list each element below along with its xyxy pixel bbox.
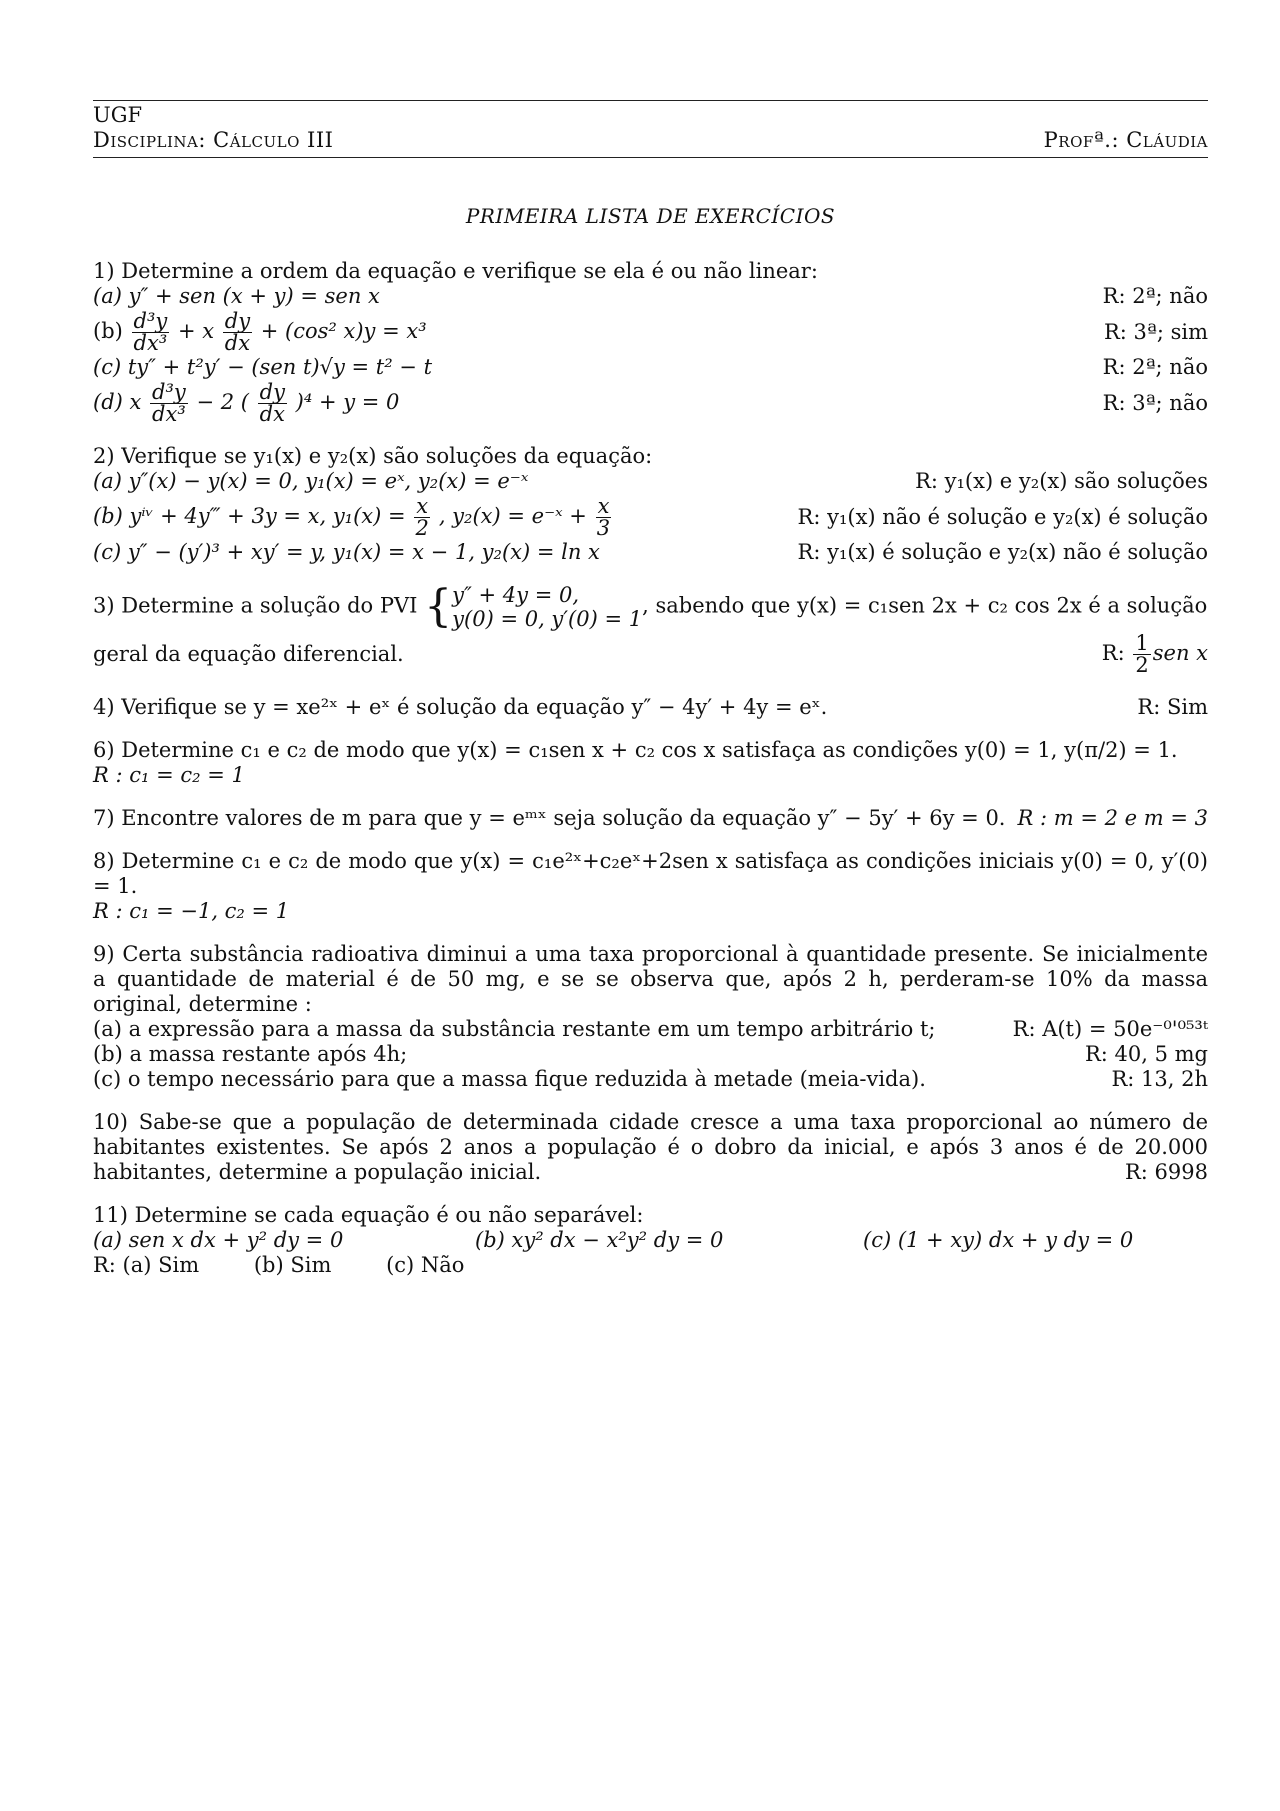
institution: UGF	[93, 103, 143, 127]
answer: R: 3ª; não	[1102, 390, 1208, 415]
fraction: $\frac{x}{3}$	[596, 493, 611, 540]
answer: R : m = 2 e m = 3	[1017, 806, 1208, 830]
exercise-1a	[93, 284, 1208, 309]
answer: R: 13, 2h	[1111, 1067, 1208, 1091]
fraction: $\frac{dy}{dx}$	[259, 379, 285, 426]
answer: R: A(t) = 50e⁻⁰'⁰⁵³ᵗ	[1012, 1017, 1208, 1041]
exercise-3-line-1: 3) Determine a solução do PVI { y″ + 4y = 0, y(0) = 0, y′(0) = 1 , sabendo que y(x) = c₁sen 2x + c₂ cos 2x é a solução	[93, 581, 1208, 632]
exercise-11-answers	[93, 1253, 1208, 1278]
answer: R: 6998	[1124, 1160, 1208, 1184]
equation: (d) x $\frac{\text{d³y}}{\text{dx³}}$ − 2 ( $\frac{dy}{dx}$ )⁴ + y = 0	[93, 379, 400, 426]
text: geral da equação diferencial.	[93, 641, 404, 666]
answer-c: (c) Não	[386, 1253, 465, 1277]
item-label: (b)	[93, 318, 123, 343]
exercise-3-line-2	[93, 631, 1208, 677]
exercise-11-prompt: 11) Determine se cada equação é ou não separável:	[93, 1203, 644, 1227]
equation: (a) y″ + sen (x + y) = sen x	[93, 284, 380, 308]
text: 4) Verifique se y = xe²ˣ + eˣ é solução da equação y″ − 4y′ + 4y = eˣ.	[93, 695, 828, 719]
answer: R: y₁(x) e y₂(x) são soluções	[915, 469, 1208, 493]
answer: R: 40, 5 mg	[1084, 1042, 1208, 1066]
equation: (b) $\frac{\text{d³y}}{\text{dx³}}$ + x $\frac{dy}{dx}$ + (cos² x)y = x³	[93, 308, 427, 355]
exercise-10	[93, 1110, 1208, 1185]
left-brace: {	[424, 581, 453, 632]
exercise-7	[93, 806, 1208, 831]
exercise-2c	[93, 540, 1208, 565]
text: 10) Sabe-se que a população de determinada cidade cresce a uma taxa proporcional ao número de habitantes existentes. Se após 2 anos a população é o dobro da inicial, e após 3 anos é de 20.000 habitantes, determine a população inicial. R: 6998	[93, 1110, 1208, 1184]
answer: R: 2ª; não	[1102, 355, 1208, 379]
equation-a: (a) sen x dx + y² dy = 0	[93, 1228, 344, 1252]
exercise-1b	[93, 309, 1208, 355]
equation-c: (c) (1 + xy) dx + y dy = 0	[863, 1228, 1134, 1252]
exercise-3	[93, 583, 1208, 677]
exercise-1	[93, 259, 1208, 426]
equation: (b) yⁱᵛ + 4y‴ + 3y = x, y₁(x) = $\frac{x}{2}$ , y₂(x) = e⁻ˣ + $\frac{x}{3}$	[93, 493, 611, 540]
item: (a) a expressão para a massa da substância restante em um tempo arbitrário t;	[93, 1017, 936, 1041]
exercise-9b	[93, 1042, 1208, 1067]
text: 8) Determine c₁ e c₂ de modo que y(x) = c₁e²ˣ+c₂eˣ+2sen x satisfaça as condições iniciais y(0) = 0, y′(0) = 1.	[93, 849, 1208, 898]
equation: (c) ty″ + t²y′ − (sen t)√y = t² − t	[93, 355, 433, 379]
equation-b: (b) xy² dx − x²y² dy = 0	[475, 1228, 724, 1252]
header-bottom-rule	[93, 157, 1208, 158]
answer: R: 3ª; sim	[1103, 319, 1208, 344]
exercise-2a	[93, 469, 1208, 494]
discipline: Disciplina: Cálculo III	[93, 128, 334, 152]
answer-a: R: (a) Sim	[93, 1253, 200, 1277]
fraction: $\frac{x}{2}$	[415, 493, 429, 540]
exercise-1d	[93, 380, 1208, 426]
exercise-2b	[93, 494, 1208, 540]
answer: R: $\frac{1}{2}$ sen x	[1101, 630, 1208, 677]
document-header	[93, 101, 1208, 157]
answer: R: 2ª; não	[1102, 284, 1208, 308]
fraction: $\frac{dy}{dx}$	[224, 308, 251, 355]
exercise-8	[93, 849, 1208, 924]
text: 7) Encontre valores de m para que y = eᵐˣ seja solução da equação y″ − 5y′ + 6y = 0.	[93, 806, 1006, 830]
answer-b: (b) Sim	[253, 1253, 332, 1277]
item: (c) o tempo necessário para que a massa fique reduzida à metade (meia-vida).	[93, 1067, 926, 1091]
exercise-11	[93, 1203, 1208, 1278]
answer: R: y₁(x) é solução e y₂(x) não é solução	[797, 540, 1208, 564]
fraction: $\frac{\text{d³y}}{\text{dx³}}$	[152, 379, 186, 426]
fraction: $\frac{\text{d³y}}{\text{dx³}}$	[133, 308, 168, 355]
answer: R : c₁ = c₂ = 1	[93, 763, 245, 787]
exercise-4	[93, 695, 1208, 720]
text: 9) Certa substância radioativa diminui a uma taxa proporcional à quantidade presente. Se inicialmente a quantidade de material é de 50 mg, e se se observa que, após 2 h, perderam-se 10% da massa original, determine :	[93, 942, 1208, 1016]
answer: R: y₁(x) não é solução e y₂(x) é solução	[797, 504, 1208, 529]
equation: (c) y″ − (y′)³ + xy′ = y, y₁(x) = x − 1, y₂(x) = ln x	[93, 540, 600, 564]
fraction: $\frac{1}{2}$	[1135, 630, 1149, 677]
answer: R : c₁ = −1, c₂ = 1	[93, 899, 290, 923]
exercise-2-prompt: 2) Verifique se y₁(x) e y₂(x) são soluções da equação:	[93, 444, 653, 468]
answer: R: Sim	[1137, 695, 1208, 719]
exercise-9c	[93, 1067, 1208, 1092]
exercise-11-equations	[93, 1228, 1208, 1253]
exercise-9	[93, 942, 1208, 1092]
item: (b) a massa restante após 4h;	[93, 1042, 408, 1066]
exercise-1-prompt: 1) Determine a ordem da equação e verifique se ela é ou não linear:	[93, 259, 818, 283]
exercise-6	[93, 738, 1208, 788]
professor: Profª.: Cláudia	[1043, 128, 1208, 152]
page-title: PRIMEIRA LISTA DE EXERCÍCIOS	[465, 204, 836, 228]
text: 6) Determine c₁ e c₂ de modo que y(x) = c₁sen x + c₂ cos x satisfaça as condições y(0) = 1, y(π/2) = 1.	[93, 738, 1178, 762]
document-page	[93, 100, 1208, 1296]
equation: (a) y″(x) − y(x) = 0, y₁(x) = eˣ, y₂(x) = e⁻ˣ	[93, 469, 529, 493]
exercise-1c	[93, 355, 1208, 380]
ivp-system: y″ + 4y = 0, y(0) = 0, y′(0) = 1	[452, 583, 643, 631]
exercise-2	[93, 444, 1208, 565]
exercise-9a	[93, 1017, 1208, 1042]
